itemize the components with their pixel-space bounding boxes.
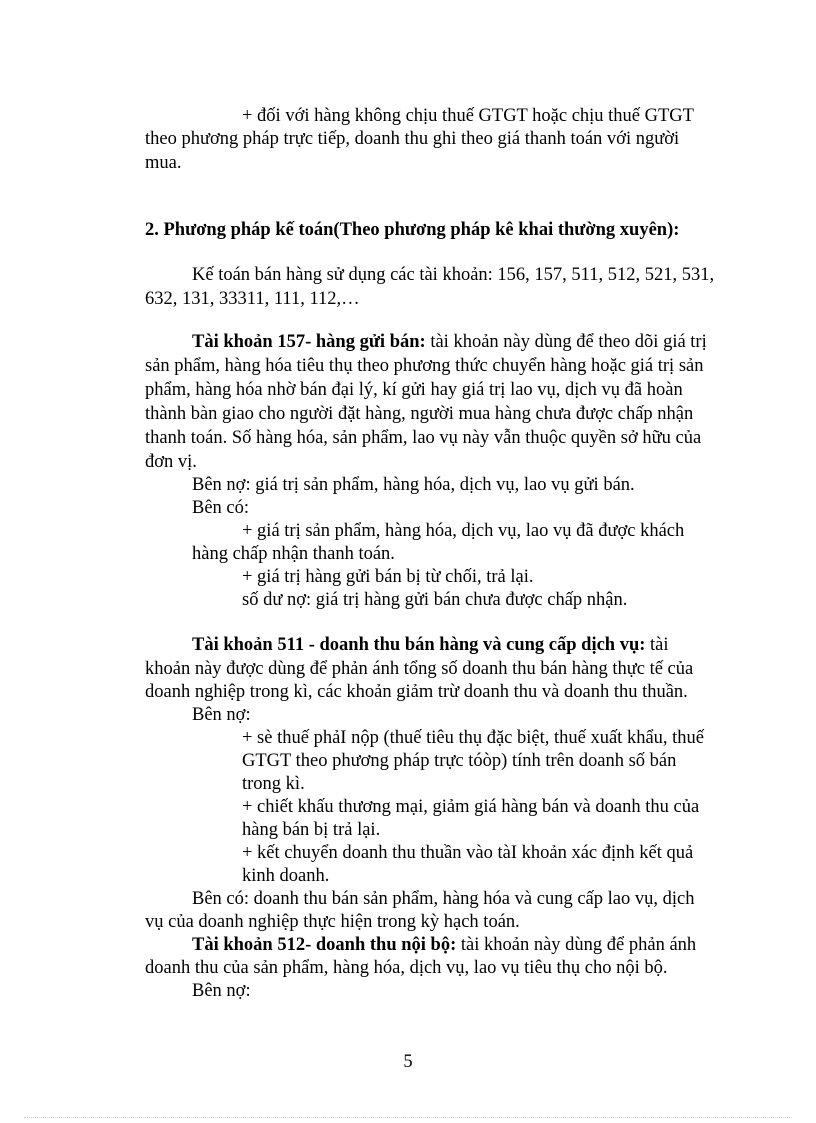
text-line: vụ của doanh nghiệp thực hiện trong kỳ hạch toán. <box>145 912 520 932</box>
text-line: doanh nghiệp trong kì, các khoản giảm trừ doanh thu và doanh thu thuần. <box>145 682 688 702</box>
text-fragment: tài <box>650 635 669 655</box>
text-line: theo phương pháp trực tiếp, doanh thu ghi theo giá thanh toán với người <box>145 129 680 149</box>
text-line: Bên nợ: giá trị sản phẩm, hàng hóa, dịch vụ, lao vụ gửi bán. <box>192 475 635 495</box>
text-line: + sè thuế phảI nộp (thuế tiêu thụ đặc biệt, thuế xuất khẩu, thuế <box>242 728 705 748</box>
text-line: GTGT theo phương pháp trực tóòp) tính trên doanh số bán <box>242 751 677 771</box>
text-line: 632, 131, 33311, 111, 112,… <box>145 289 360 309</box>
text-line: + đối với hàng không chịu thuế GTGT hoặc chịu thuế GTGT <box>242 106 694 126</box>
text-line: khoản này được dùng để phản ánh tổng số doanh thu bán hàng thực tế của <box>145 659 694 679</box>
text-line: số dư nợ: giá trị hàng gửi bán chưa được chấp nhận. <box>242 590 628 610</box>
text-line: Bên nợ: <box>192 705 251 725</box>
account-511-title: Tài khoản 511 - doanh thu bán hàng và cung cấp dịch vụ: <box>192 635 646 655</box>
text-line: phẩm, hàng hóa nhờ bán đại lý, kí gửi hay giá trị lao vụ, dịch vụ đã hoàn <box>145 380 683 400</box>
text-line: + chiết khấu thương mại, giảm giá hàng bán và doanh thu của <box>242 797 700 817</box>
text-line: + giá trị sản phẩm, hàng hóa, dịch vụ, lao vụ đã được khách <box>242 521 685 541</box>
text-line: kinh doanh. <box>242 866 330 886</box>
page-number: 5 <box>403 1052 413 1072</box>
text-line: Kế toán bán hàng sử dụng các tài khoản: 156, 157, 511, 512, 521, 531, <box>192 265 715 285</box>
text-fragment: tài khoản này dùng để phản ánh <box>460 935 697 955</box>
account-512-title: Tài khoản 512- doanh thu nội bộ: <box>192 935 457 955</box>
text-line: + kết chuyển doanh thu thuần vào tàI khoản xác định kết quả <box>242 843 694 863</box>
text-line: Bên nợ: <box>192 981 251 1001</box>
account-511-line <box>192 634 669 656</box>
text-line: mua. <box>145 153 182 173</box>
text-line: Bên có: <box>192 498 250 518</box>
section-heading: 2. Phương pháp kế toán(Theo phương pháp kê khai thường xuyên): <box>145 220 680 240</box>
account-157-title: Tài khoản 157- hàng gửi bán: <box>192 332 426 352</box>
text-line: trong kì. <box>242 774 305 794</box>
account-157-line <box>192 331 707 353</box>
text-line: sản phẩm, hàng hóa tiêu thụ theo phương thức chuyển hàng hoặc giá trị sản <box>145 356 704 376</box>
text-line: doanh thu của sản phẩm, hàng hóa, dịch vụ, lao vụ tiêu thụ cho nội bộ. <box>145 958 668 978</box>
account-512-line <box>192 934 696 956</box>
text-line: Bên có: doanh thu bán sản phẩm, hàng hóa và cung cấp lao vụ, dịch <box>192 889 695 909</box>
text-line: thanh toán. Số hàng hóa, sản phẩm, lao vụ này vẫn thuộc quyền sở hữu của <box>145 428 702 448</box>
text-fragment: tài khoản này dùng để theo dõi giá trị <box>430 332 707 352</box>
page-edge-divider <box>24 1117 792 1118</box>
text-line: + giá trị hàng gửi bán bị từ chối, trả lại. <box>242 567 534 587</box>
text-line: hàng chấp nhận thanh toán. <box>192 544 395 564</box>
text-line: thành bàn giao cho người đặt hàng, người mua hàng chưa được chấp nhận <box>145 404 694 424</box>
text-line: hàng bán bị trả lại. <box>242 820 381 840</box>
text-line: đơn vị. <box>145 452 197 472</box>
